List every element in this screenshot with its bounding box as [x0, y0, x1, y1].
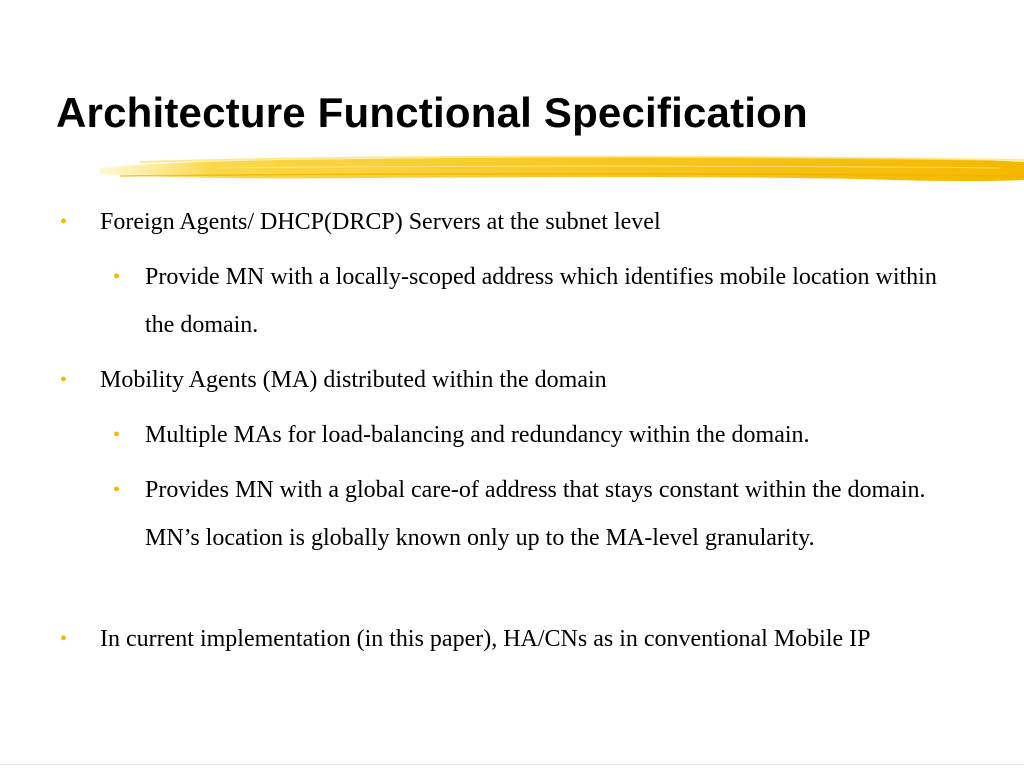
list-item	[113, 466, 965, 562]
list-item-text: In current implementation (in this paper), HA/CNs as in conventional Mobile IP	[100, 626, 871, 652]
bullet-icon: •	[60, 211, 68, 233]
slide-title: Architecture Functional Specification	[56, 89, 808, 136]
bullet-icon: •	[60, 628, 68, 650]
bullet-icon: •	[113, 266, 121, 288]
list-item-text: Multiple MAs for load-balancing and redundancy within the domain.	[145, 422, 810, 448]
list-item-text: Provides MN with a global care-of address that stays constant within the domain. MN’s location is globally known only up to the MA-level granularity.	[145, 477, 926, 551]
list-item	[113, 253, 965, 349]
bullet-icon: •	[113, 424, 121, 446]
list-item-text: Mobility Agents (MA) distributed within the domain	[100, 367, 607, 393]
bullet-icon: •	[60, 369, 68, 391]
slide-bottom-border	[0, 764, 1024, 765]
title-underline-brushstroke	[100, 150, 1024, 190]
list-item	[60, 615, 960, 663]
list-item	[60, 356, 960, 404]
bullet-icon: •	[113, 479, 121, 501]
list-item	[113, 411, 965, 459]
list-item	[60, 198, 960, 246]
list-item-text: Provide MN with a locally-scoped address which identifies mobile location within the domain.	[145, 264, 937, 338]
list-item-text: Foreign Agents/ DHCP(DRCP) Servers at the subnet level	[100, 209, 661, 235]
